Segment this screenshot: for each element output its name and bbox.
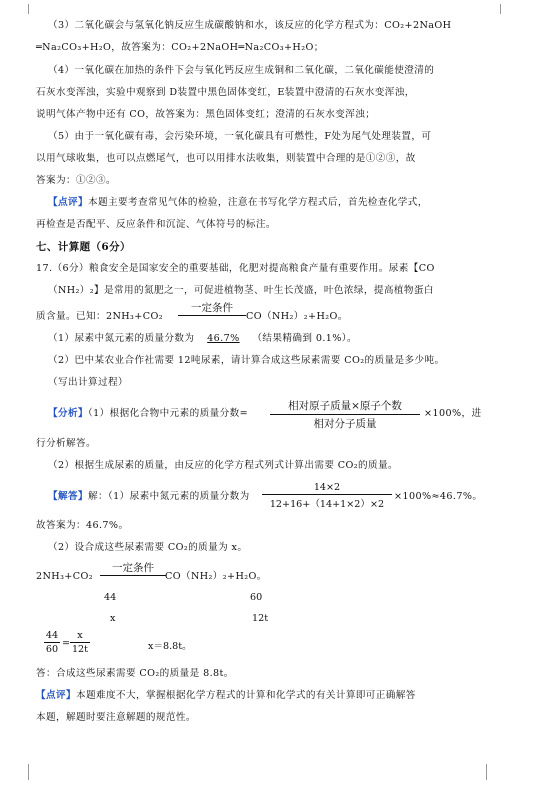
analysis-line-1a: 【分析】（1）根据化合物中元素的质量分数= [48,408,249,419]
comment-tag: 【点评】 [48,197,88,208]
analysis-fraction: 相对原子质量×原子个数 相对分子质量 [270,398,420,431]
equation-condition: 一定条件 [100,560,166,576]
equation-left: 2NH₃+CO₂ [36,571,94,582]
answer-fraction: 14×2 12+16+（14+1×2）×2 [262,482,392,510]
proportion-equals: = [62,638,71,649]
proportion-right: x 12t [71,630,89,655]
paragraph-5-line-1: （5）由于一氧化碳有毒，会污染环境，一氧化碳具有可燃性，F处为尾气处理装置，可 [48,131,432,142]
question-17-part-1: （1）尿素中氮元素的质量分数为 46.7% （结果精确到 0.1%）。 [48,333,357,344]
comment-1-line-2: 再检查是否配平、反应条件和沉淀、气体符号的标注。 [36,219,276,230]
mass-x: x [110,613,116,624]
answer-line-1b: ×100%≈46.7%。 [394,491,483,502]
corner-mark-top-right [500,4,515,14]
mass-12t: 12t [252,613,269,624]
analysis-line-1b: ×100%，进 [424,408,482,419]
analysis-line-3: （2）根据生成尿素的质量，由反应的化学方程式列式计算出需要 CO₂的质量。 [48,460,399,471]
question-17-part-2: （2）巴中某农业合作社需要 12吨尿素，请计算合成这些尿素需要 CO₂的质量是多少吨。 [48,355,445,366]
paragraph-5-line-3: 答案为：①②③。 [36,175,116,186]
answer-line-2: 故答案为：46.7%。 [36,520,129,531]
question-17-line-1: 17.（6分）粮食安全是国家安全的重要基础，化肥对提高粮食产量有重要作用。尿素【CO [36,263,435,274]
question-17-line-3b: CO（NH₂）₂+H₂O。 [246,311,348,322]
comment-2-line-2: 本题，解题时要注意解题的规范性。 [36,712,196,723]
analysis-tag: 【分析】 [48,408,88,419]
comment-1-line-1 [48,197,428,209]
question-17-line-2: （NH₂）₂】是常用的氮肥之一，可促进植物茎、叶生长茂盛，叶色浓绿，提高植物蛋白 [48,285,434,296]
mass-44: 44 [104,592,117,603]
paragraph-4-line-1: （4）一氧化碳在加热的条件下会与氧化钙反应生成铜和二氧化碳，二氧化碳能使澄清的 [48,65,435,76]
condition-label: 一定条件 [178,300,246,316]
comment-tag: 【点评】 [36,690,76,701]
result: x＝8.8t。 [148,641,192,652]
corner-mark-bottom-left [14,764,29,780]
paragraph-3-line-1: （3）二氧化碳会与氢氧化钠反应生成碳酸钠和水，该反应的化学方程式为：CO₂+2NaOH [48,20,452,31]
paragraph-4-line-3: 说明气体产物中还有 CO，故答案为：黑色固体变红；澄清的石灰水变浑浊； [36,109,376,120]
paragraph-4-line-2: 石灰水变浑浊，实验中观察到 D装置中黑色固体变红，E装置中澄清的石灰水变浑浊， [36,87,415,98]
comment-text: 本题主要考查常见气体的检验，注意在书写化学方程式后，首先检查化学式， [87,197,428,208]
paragraph-5-line-2: 以用气球收集，也可以点燃尾气，也可以用排水法收集，则装置中合理的是①②③，故 [36,153,416,164]
analysis-line-2: 行分析解答。 [36,438,96,449]
equation-right: CO（NH₂）₂+H₂O。 [165,571,267,582]
question-17-part-2-note: （写出计算过程） [48,377,128,388]
answer-line-3: （2）设合成这些尿素需要 CO₂的质量为 x。 [48,542,248,553]
section-title: 七、计算题（6分） [36,241,131,253]
answer-tag: 【解答】 [48,491,88,502]
proportion-left: 44 60 [45,630,59,655]
paragraph-3-line-2: ═Na₂CO₃+H₂O，故答案为：CO₂+2NaOH═Na₂CO₃+H₂O； [36,42,324,53]
corner-mark-bottom-right [486,764,501,780]
answer-blank: 46.7% [207,333,240,344]
final-answer: 答：合成这些尿素需要 CO₂的质量是 8.8t。 [36,668,234,679]
answer-line-1a: 【解答】解：（1）尿素中氮元素的质量分数为 [48,491,250,502]
comment-2-line-1: 【点评】本题难度不大，掌握根据化学方程式的计算和化学式的有关计算即可正确解答 [36,690,416,701]
mass-60: 60 [250,592,263,603]
question-17-line-3a: 质含量。已知：2NH₃+CO₂ [36,311,163,322]
corner-mark-top-left [14,4,29,14]
